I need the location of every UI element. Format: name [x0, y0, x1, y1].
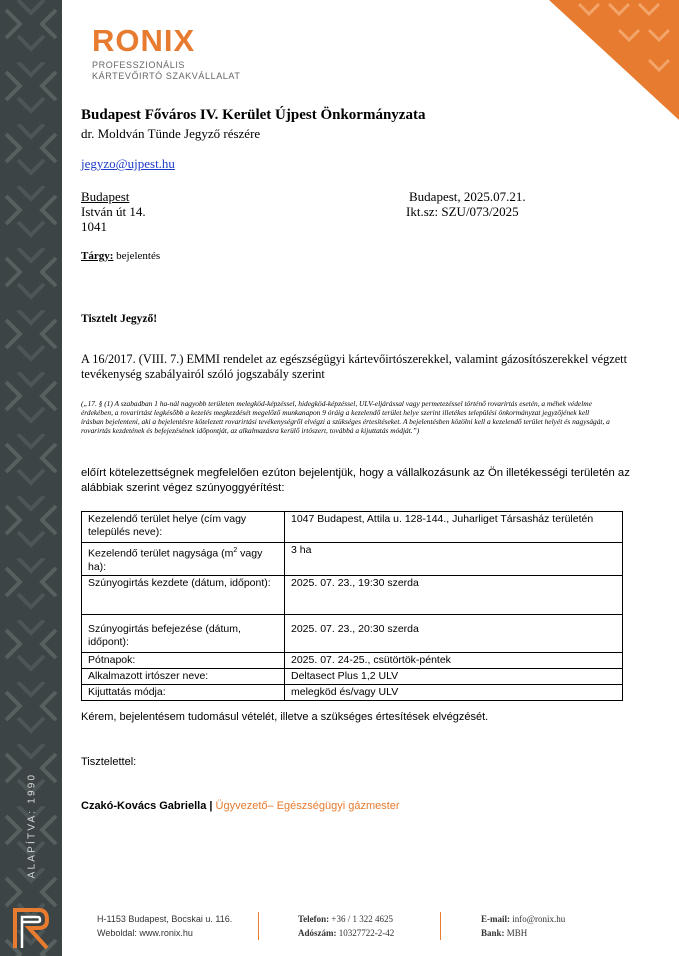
ronix-logo	[92, 23, 241, 82]
footer-email-link[interactable]: info@ronix.hu	[512, 914, 566, 924]
row-label: Kezelendő terület nagysága ($m^2$ vagy ha):	[82, 543, 285, 576]
row-value: 3 ha	[285, 543, 623, 576]
notice-paragraph: előírt kötelezettségnek megfelelően ezúton bejelentjük, hogy a vállalkozásunk az Ön illetékességi területén az alábbiak szerint végez szúnyoggyérítést:	[81, 467, 630, 494]
row-value: 2025. 07. 23., 20:30 szerda	[285, 614, 623, 652]
signature-separator: |	[209, 800, 213, 812]
footer-web	[97, 926, 232, 940]
treatment-details-table	[81, 511, 623, 701]
subject-label: Tárgy:	[81, 250, 114, 262]
letter-date: Budapest, 2025.07.21.	[409, 189, 526, 204]
ronix-r-icon	[11, 906, 51, 950]
logo-wordmark: RONIX	[92, 23, 196, 58]
footer-address: H-1153 Budapest, Bocskai u. 116.	[97, 914, 233, 924]
row-label: Szúnyogirtás befejezése (dátum, időpont):	[82, 614, 285, 652]
footer-tax	[298, 926, 394, 940]
table-row	[82, 684, 623, 700]
table-row	[82, 652, 623, 668]
founded-label: ALAPÍTVA: 1990	[26, 772, 38, 879]
legal-quote: („17. § (1) A szabadban 1 ha-nál nagyobb területen melegköd-képzéssel, hidegköd-képzéssel, ULV-eljárással vagy permetezéssel történő rovarirtás esetén, a méhek védelme érdekében, a rovarirtást legkésőbb a kezelés megkezdését megelőző munkanapon 9 óráig a kezelendő terület helye szerint illetékes települési önkormányzat jegyzőjének kell írásban bejelenteni, aki a bejelentésre kötelezett rovarirtási tevékenységről elvégzi a szükséges értesítéseket. A bejelentésben közölni kell a kezelendő terület helyét és nagyságát, a rovarirtás kezdetének és befejezésének időpontját, az alkalmazásra kerülő irtószert, továbbá a kijuttatás módját.”)	[81, 399, 610, 435]
footer-phone	[298, 912, 394, 926]
recipient-zip: 1041	[81, 219, 107, 234]
footer-bank-value: MBH	[506, 928, 528, 938]
footer-divider	[258, 912, 259, 940]
footer-web-label: Weboldal:	[97, 928, 137, 938]
table-row	[82, 575, 623, 614]
footer-web-link[interactable]: www.ronix.hu	[139, 928, 193, 938]
table-row	[82, 614, 623, 652]
regards: Tisztelettel:	[81, 756, 137, 768]
signature-title: Ügyvezető– Egészségügyi gázmester	[215, 800, 400, 812]
row-label: Kezelendő terület helye (cím vagy település neve):	[82, 512, 285, 543]
recipient-title: Budapest Főváros IV. Kerület Újpest Önkormányzata	[81, 107, 426, 123]
footer-divider	[440, 912, 441, 940]
signature	[81, 800, 400, 812]
table-row	[82, 543, 623, 576]
table-row	[82, 668, 623, 684]
reference-number: Ikt.sz: SZU/073/2025	[406, 204, 519, 219]
row-value: melegköd és/vagy ULV	[285, 684, 623, 700]
footer-tax-value: 10327722-2-42	[338, 928, 395, 938]
footer-tax-label: Adószám:	[298, 928, 337, 938]
subject-value: bejelentés	[116, 250, 161, 262]
row-value: Deltasect Plus 1,2 ULV	[285, 668, 623, 684]
logo-tagline-2: KÁRTEVŐIRTÓ SZAKVÁLLALAT	[92, 71, 241, 81]
row-label: Szúnyogirtás kezdete (dátum, időpont):	[82, 575, 285, 614]
row-value: 1047 Budapest, Attila u. 128-144., Juharliget Társasház területén	[285, 512, 623, 543]
recipient-attention: dr. Moldván Tünde Jegyző részére	[81, 126, 261, 141]
footer-phone-value: +36 / 1 322 4625	[331, 914, 393, 924]
recipient-email-link[interactable]: jegyzo@ujpest.hu	[81, 156, 175, 171]
recipient-street: István út 14.	[81, 204, 146, 219]
footer-email-block	[481, 912, 565, 940]
footer-address-block	[97, 912, 232, 940]
row-label: Pótnapok:	[82, 652, 285, 668]
corner-ornament	[519, 0, 679, 120]
intro-paragraph: A 16/2017. (VIII. 7.) EMMI rendelet az egészségügyi kártevőirtószerekkel, valamint gázosítószerekkel végzett tevékenység szabályairól szóló jogszabály szerint	[81, 352, 627, 381]
row-value: 2025. 07. 24-25., csütörtök-péntek	[285, 652, 623, 668]
footer-email-label: E-mail:	[481, 914, 510, 924]
footer-email	[481, 912, 565, 926]
footer-bank	[481, 926, 565, 940]
recipient-city: Budapest	[81, 189, 130, 204]
row-label: Kijuttatás módja:	[82, 684, 285, 700]
closing-request: Kérem, bejelentésem tudomásul vételét, illetve a szükséges értesítések elvégzését.	[81, 711, 489, 723]
decorative-sidebar	[0, 0, 62, 956]
table-row	[82, 512, 623, 543]
salutation: Tisztelt Jegyző!	[81, 313, 158, 325]
row-value: 2025. 07. 23., 19:30 szerda	[285, 575, 623, 614]
footer-contact-block	[298, 912, 394, 940]
logo-tagline-1: PROFESSZIONÁLIS	[92, 60, 186, 70]
signature-name: Czakó-Kovács Gabriella	[81, 800, 207, 812]
row-label: Alkalmazott irtószer neve:	[82, 668, 285, 684]
subject-line	[81, 250, 160, 262]
footer-phone-label: Telefon:	[298, 914, 330, 924]
footer-bank-label: Bank:	[481, 928, 505, 938]
